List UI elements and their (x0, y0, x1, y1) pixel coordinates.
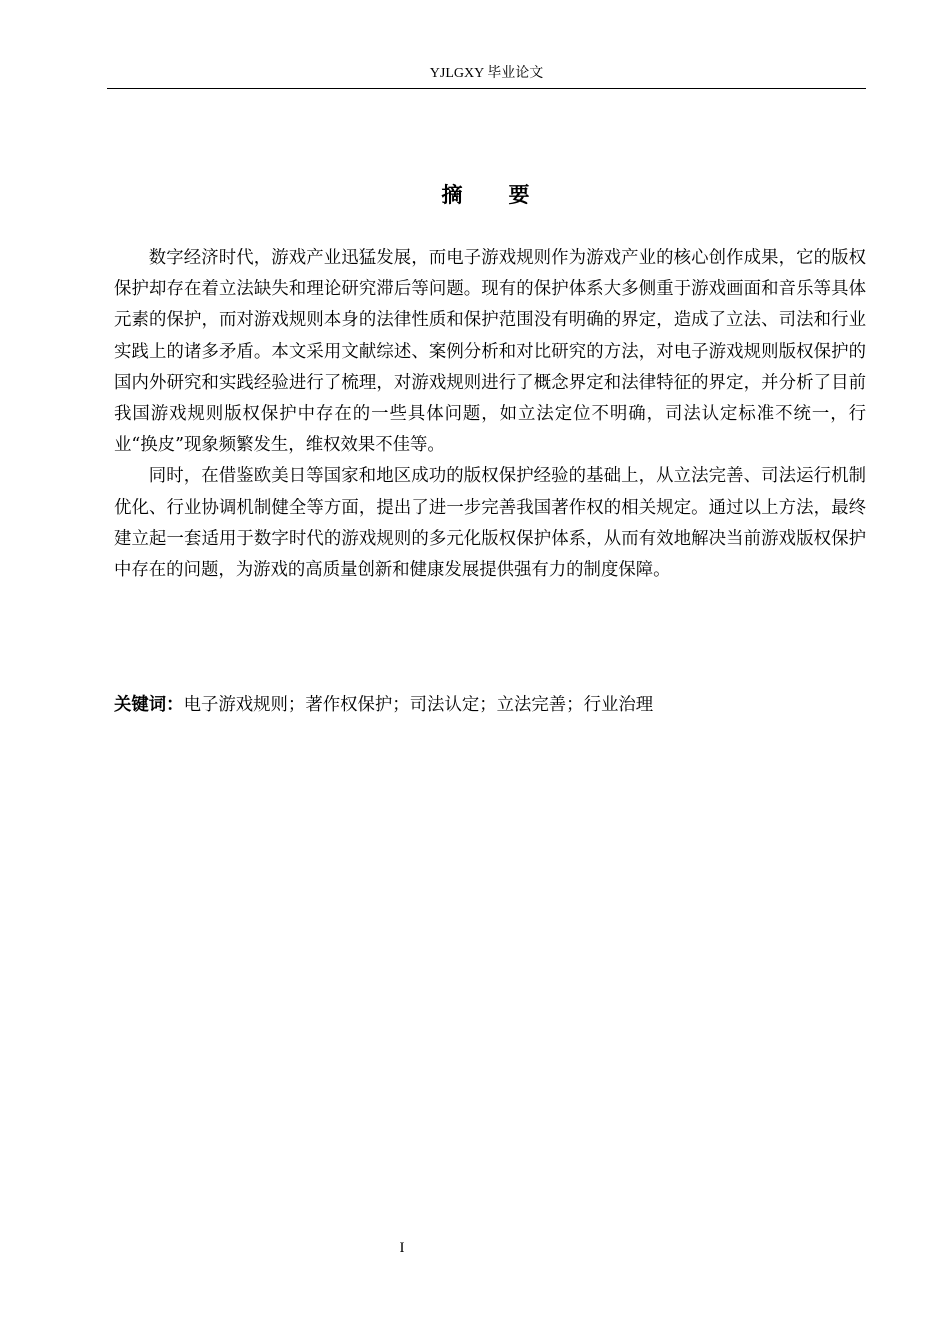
keywords-label: 关键词： (114, 695, 184, 715)
keywords-line (114, 690, 866, 721)
abstract-title-char-1: 摘 (441, 183, 465, 207)
page-number: I (399, 1240, 405, 1256)
abstract-paragraph-1: 数字经济时代，游戏产业迅猛发展，而电子游戏规则作为游戏产业的核心创作成果，它的版权保护却存在着立法缺失和理论研究滞后等问题。现有的保护体系大多侧重于游戏画面和音乐等具体元素的保护，而对游戏规则本身的法律性质和保护范围没有明确的界定，造成了立法、司法和行业实践上的诸多矛盾。本文采用文献综述、案例分析和对比研究的方法，对电子游戏规则版权保护的国内外研究和实践经验进行了梳理，对游戏规则进行了概念界定和法律特征的界定，并分析了目前我国游戏规则版权保护中存在的一些具体问题，如立法定位不明确，司法认定标准不统一，行业“换皮”现象频繁发生，维权效果不佳等。 (114, 248, 866, 456)
abstract-body (114, 243, 866, 586)
abstract-paragraph-2: 同时，在借鉴欧美日等国家和地区成功的版权保护经验的基础上，从立法完善、司法运行机制优化、行业协调机制健全等方面，提出了进一步完善我国著作权的相关规定。通过以上方法，最终建立起一套适用于数字时代的游戏规则的多元化版权保护体系，从而有效地解决当前游戏版权保护中存在的问题，为游戏的高质量创新和健康发展提供强有力的制度保障。 (114, 466, 866, 581)
abstract-title-char-2: 要 (508, 183, 532, 207)
header-divider (107, 88, 866, 89)
abstract-title (107, 180, 866, 210)
keywords-text: 电子游戏规则；著作权保护；司法认定；立法完善；行业治理 (183, 695, 654, 715)
running-header: YJLGXY 毕业论文 (429, 66, 544, 81)
